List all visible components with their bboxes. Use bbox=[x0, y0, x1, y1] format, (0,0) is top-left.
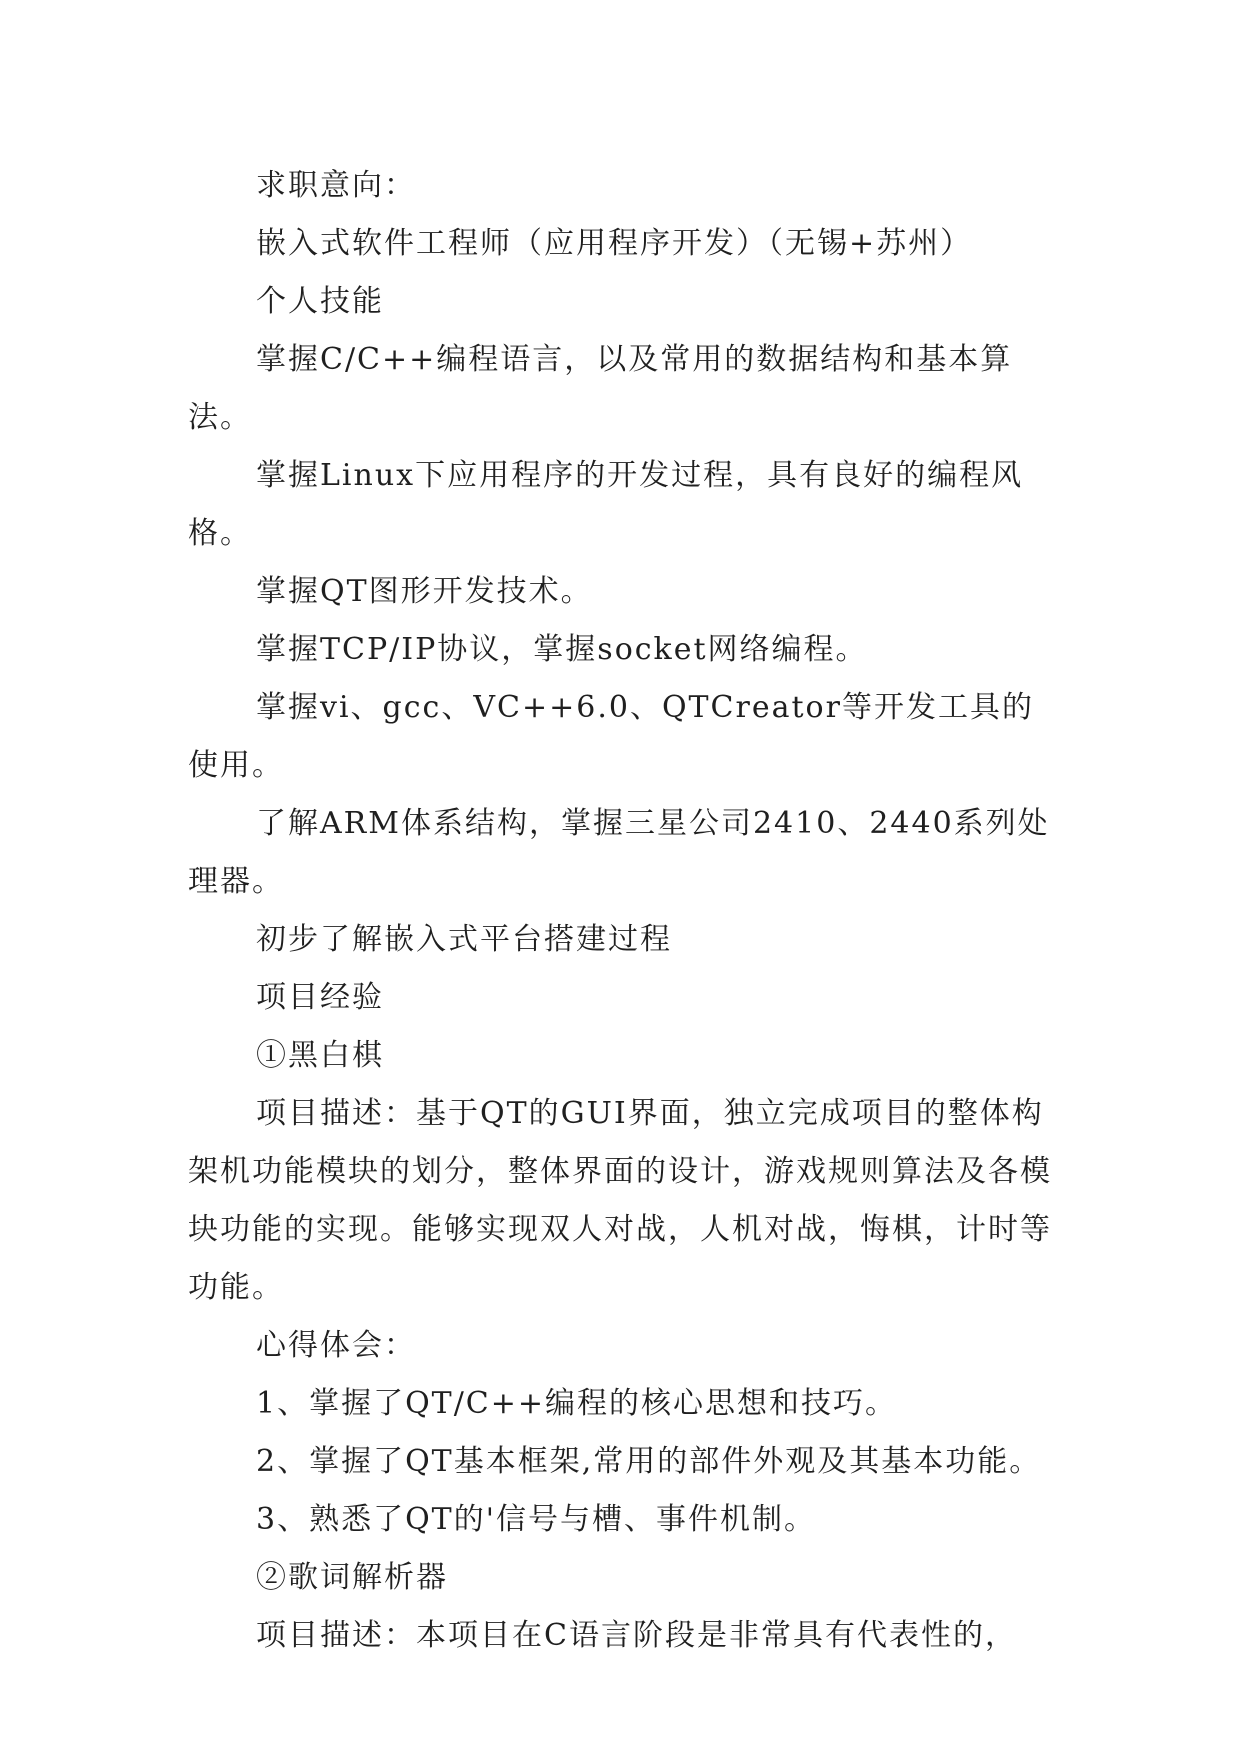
project-description: 项目描述：本项目在C语言阶段是非常具有代表性的， bbox=[256, 1618, 1017, 1653]
project-title: ②歌词解析器 bbox=[256, 1560, 448, 1595]
project-description: 项目描述：基于QT的GUI界面，独立完成项目的整体构架机功能模块的划分，整体界面的设计，游戏规则算法及各模块功能的实现。能够实现双人对战，人机对战，悔棋，计时等功能。 bbox=[188, 1096, 1052, 1305]
takeaway-item: 2、掌握了QT基本框架,常用的部件外观及其基本功能。 bbox=[256, 1444, 1042, 1479]
project-title: ①黑白棋 bbox=[256, 1038, 384, 1073]
projects-heading: 项目经验 bbox=[256, 980, 384, 1015]
takeaway-item: 3、熟悉了QT的'信号与槽、事件机制。 bbox=[256, 1502, 816, 1537]
job-intention-heading: 求职意向： bbox=[256, 168, 416, 203]
skills-heading: 个人技能 bbox=[256, 284, 384, 319]
document-body bbox=[188, 157, 1058, 1665]
skill-item: 了解ARM体系结构，掌握三星公司2410、2440系列处理器。 bbox=[188, 806, 1050, 899]
skill-item: 掌握QT图形开发技术。 bbox=[256, 574, 593, 609]
skill-item: 掌握Linux下应用程序的开发过程，具有良好的编程风格。 bbox=[188, 458, 1024, 551]
takeaway-item: 1、掌握了QT/C++编程的核心思想和技巧。 bbox=[256, 1386, 898, 1421]
skill-item: 掌握TCP/IP协议，掌握socket网络编程。 bbox=[256, 632, 868, 667]
skill-item: 掌握vi、gcc、VC++6.0、QTCreator等开发工具的使用。 bbox=[188, 690, 1034, 783]
skill-item: 掌握C/C++编程语言，以及常用的数据结构和基本算法。 bbox=[188, 342, 1013, 435]
takeaways-heading: 心得体会： bbox=[256, 1328, 416, 1363]
job-intention-text: 嵌入式软件工程师（应用程序开发）（无锡+苏州） bbox=[256, 226, 973, 261]
skill-item: 初步了解嵌入式平台搭建过程 bbox=[256, 922, 672, 957]
